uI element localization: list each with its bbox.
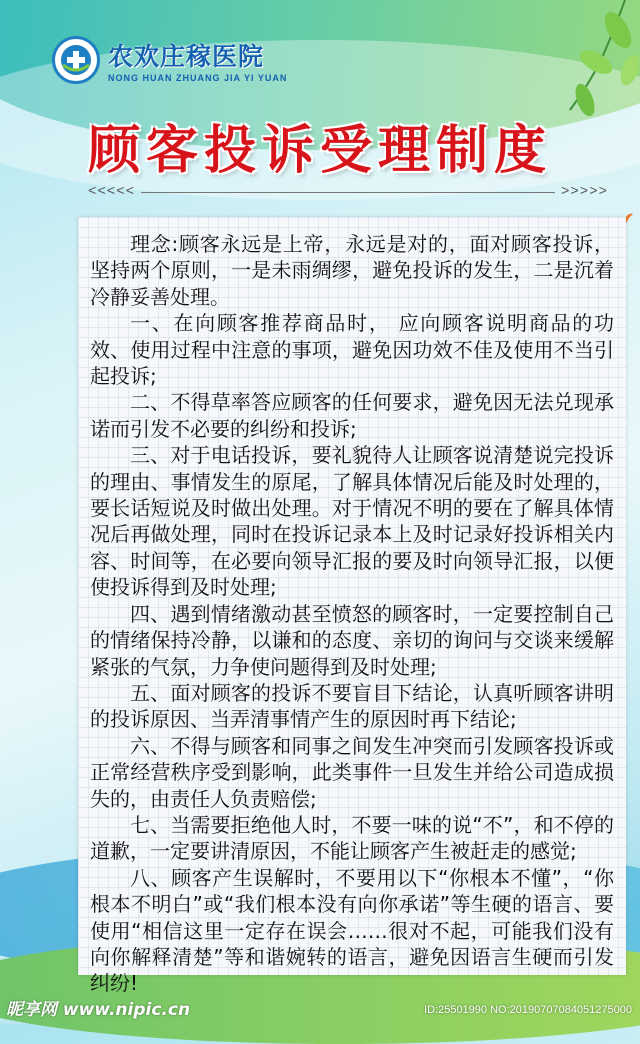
- title-divider: [88, 184, 608, 200]
- hospital-name-pinyin: NONG HUAN ZHUANG JIA YI YUAN: [108, 73, 288, 83]
- divider-line: [141, 192, 555, 193]
- divider-arrows-left: <<<<<: [88, 184, 136, 200]
- hospital-name: 农欢庄稼医院: [108, 42, 265, 71]
- policy-paragraph-5: 五、面对顾客的投诉不要盲目下结论，认真听顾客讲明的投诉原因、当弄清事情产生的原因时再下结论;: [90, 680, 614, 732]
- divider-arrows-right: >>>>>: [560, 184, 608, 200]
- policy-content: [78, 217, 626, 997]
- policy-paragraph-8: 八、顾客产生误解时，不要用以下“你根本不懂”，“你根本不明白”或“我们根本没有向你承诺”等生硬的语言、要使用“相信这里一定存在误会……很对不起，可能我们没有向你解释清楚”等和谐婉转的语言，避免因语言生硬而引发纠纷!: [90, 865, 614, 996]
- policy-paragraph-7: 七、当需要拒绝他人时，不要一味的说“不”，和不停的道歉，一定要讲清原因，不能让顾客产生被赶走的感觉;: [90, 812, 614, 864]
- policy-paragraph-principle: 理念:顾客永远是上帝，永远是对的，面对顾客投诉，坚持两个原则，一是未雨绸缪，避免投诉的发生，二是沉着冷静妥善处理。: [90, 232, 614, 309]
- policy-paragraph-4: 四、遇到情绪激动甚至愤怒的顾客时，一定要控制自己的情绪保持冷静，以谦和的态度、亲切的询问与交谈来缓解紧张的气氛，力争使问题得到及时处理;: [90, 601, 614, 679]
- policy-paragraph-1: 一、在向顾客推荐商品时， 应向顾客说明商品的功效、使用过程中注意的事项，避免因功效不佳及使用不当引起投诉;: [90, 311, 614, 389]
- policy-paragraph-6: 六、不得与顾客和同事之间发生冲突而引发顾客投诉或正常经营秩序受到影响，此类事件一旦发生并给公司造成损失的，由责任人负责赔偿;: [90, 733, 614, 811]
- watermark-brand: 昵享网 www.nipic.cn: [6, 1000, 191, 1020]
- policy-panel: [78, 217, 626, 996]
- hospital-cross-icon: [52, 36, 100, 84]
- policy-paragraph-3: 三、对于电话投诉，要礼貌待人让顾客说清楚说完投诉的理由、事情发生的原尾，了解具体情况后能及时处理的，要长话短说及时做出处理。对于情况不明的要在了解具体情况后再做处理，同时在投诉记录本上及时记录好投诉相关内容、时间等，在必要向领导汇报的要及时向领导汇报，以便使投诉得到及时处理;: [90, 443, 614, 600]
- hospital-logo: [52, 36, 287, 84]
- watermark-id: ID:25501990 NO:20190707084051275000: [424, 1004, 632, 1016]
- policy-paragraph-2: 二、不得草率答应顾客的任何要求，避免因无法兑现承诺而引发不必要的纠纷和投诉;: [90, 390, 614, 441]
- page-title: 顾客投诉受理制度: [87, 121, 552, 181]
